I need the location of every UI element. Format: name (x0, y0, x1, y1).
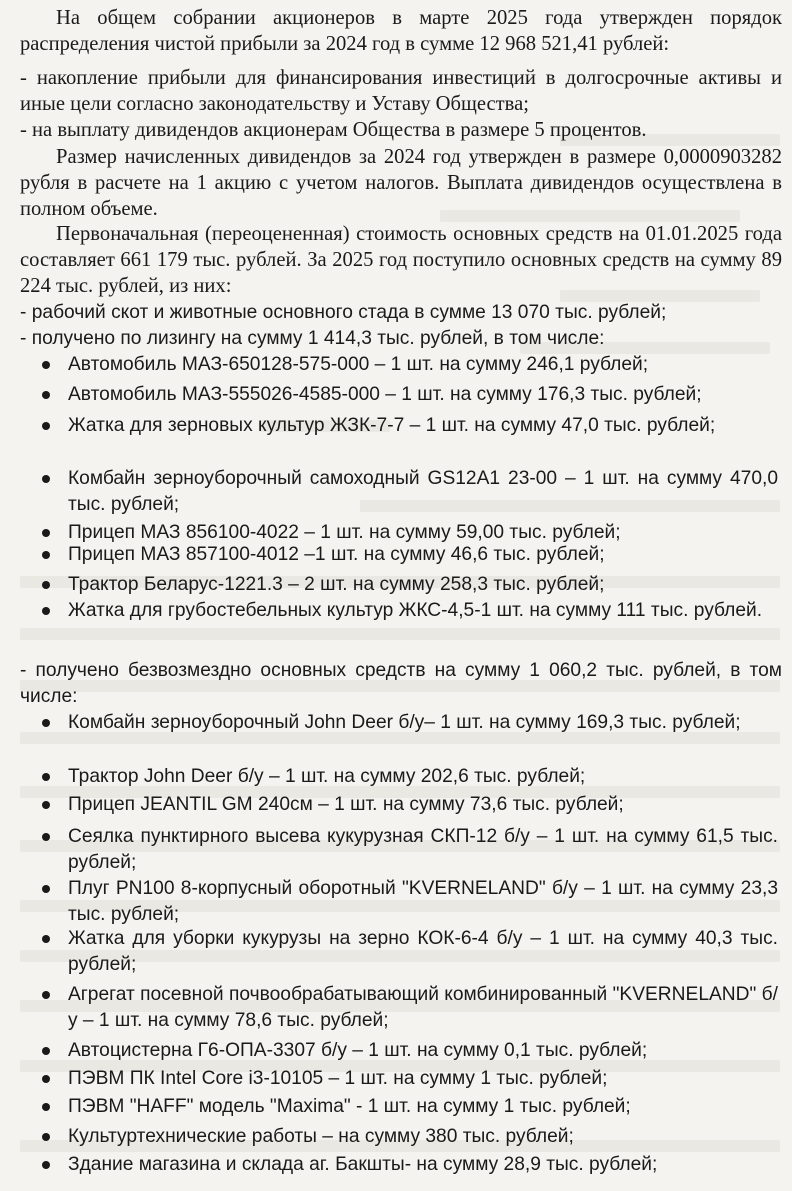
distribution-item: - накопление прибыли для финансирования инвестиций в долгосрочные активы и иные цели согласно законодательству и Уставу Общества; (20, 67, 782, 115)
list-item: Автоцистерна Г6-ОПА-3307 б/у – 1 шт. на сумму 0,1 тыс. рублей; (68, 1040, 648, 1061)
list-item: Комбайн зерноуборочный самоходный GS12A1 23-00 – 1 шт. на сумму 470,0 тыс. рублей; (68, 468, 778, 515)
list-item: Плуг PN100 8-корпусный оборотный "KVERNELAND" б/у – 1 шт. на сумму 23,3 тыс. рублей; (68, 878, 778, 925)
list-item: Комбайн зерноуборочный John Deer б/у– 1 шт. на сумму 169,3 тыс. рублей; (68, 712, 741, 733)
list-item: Трактор Беларус-1221.3 – 2 шт. на сумму 258,3 тыс. рублей; (68, 574, 605, 595)
distribution-item: - на выплату дивидендов акционерам Общества в размере 5 процентов. (20, 119, 647, 141)
list-item: Автомобиль МАЗ-555026-4585-000 – 1 шт. на сумму 176,3 тыс. рублей; (68, 384, 702, 405)
livestock-line: - рабочий скот и животные основного стада в сумме 13 070 тыс. рублей; (20, 302, 667, 323)
paragraph-dividends: Размер начисленных дивидендов за 2024 год утвержден в размере 0,0000903282 рубля в расчете на 1 акцию с учетом налогов. Выплата дивидендов осуществлена в полном объеме. (20, 146, 782, 220)
list-item: Прицеп МАЗ 857100-4012 –1 шт. на сумму 46,6 тыс. рублей; (68, 544, 605, 565)
list-item: Культуртехнические работы – на сумму 380 тыс. рублей; (68, 1126, 574, 1147)
leasing-line: - получено по лизингу на сумму 1 414,3 тыс. рублей, в том числе: (20, 328, 605, 349)
list-item: Агрегат посевной почвообрабатывающий комбинированный "KVERNELAND" б/у – 1 шт. на сумму 78,6 тыс. рублей; (68, 984, 778, 1031)
list-item: Трактор John Deer б/у – 1 шт. на сумму 202,6 тыс. рублей; (68, 766, 586, 787)
list-item: ПЭВМ ПК Intel Core i3-10105 – 1 шт. на сумму 1 тыс. рублей; (68, 1068, 608, 1089)
list-item: Здание магазина и склада аг. Бакшты- на сумму 28,9 тыс. рублей; (68, 1154, 658, 1175)
list-item: ПЭВМ "HAFF" модель "Maxima" - 1 шт. на сумму 1 тыс. рублей; (68, 1096, 631, 1117)
free-receipt-line: - получено безвозмездно основных средств на сумму 1 060,2 тыс. рублей, в том числе: (20, 660, 782, 707)
list-item: Жатка для зерновых культур ЖЗК-7-7 – 1 шт. на сумму 47,0 тыс. рублей; (68, 415, 716, 436)
paragraph-fixed-assets: Первоначальная (переоцененная) стоимость основных средств на 01.01.2025 года составляет 661 179 тыс. рублей. За 2025 год поступило основных средств на сумму 89 224 тыс. рублей, из них: (20, 223, 782, 297)
list-item: Сеялка пунктирного высева кукурузная СКП-12 б/у – 1 шт. на сумму 61,5 тыс. рублей; (68, 826, 778, 873)
list-item: Прицеп МАЗ 856100-4022 – 1 шт. на сумму 59,00 тыс. рублей; (68, 522, 621, 543)
list-item: Жатка для грубостебельных культур ЖКС-4,5-1 шт. на сумму 111 тыс. рублей. (68, 600, 763, 621)
paragraph-profit-distribution: На общем собрании акционеров в марте 2025 года утвержден порядок распределения чистой прибыли за 2024 год в сумме 12 968 521,41 рублей: (20, 7, 782, 55)
list-item: Жатка для уборки кукурузы на зерно КОК-6-4 б/у – 1 шт. на сумму 40,3 тыс. рублей; (68, 928, 778, 975)
list-item: Автомобиль МАЗ-650128-575-000 – 1 шт. на сумму 246,1 рублей; (68, 354, 649, 375)
list-item: Прицеп JEANTIL GM 240см – 1 шт. на сумму 73,6 тыс. рублей; (68, 794, 624, 815)
